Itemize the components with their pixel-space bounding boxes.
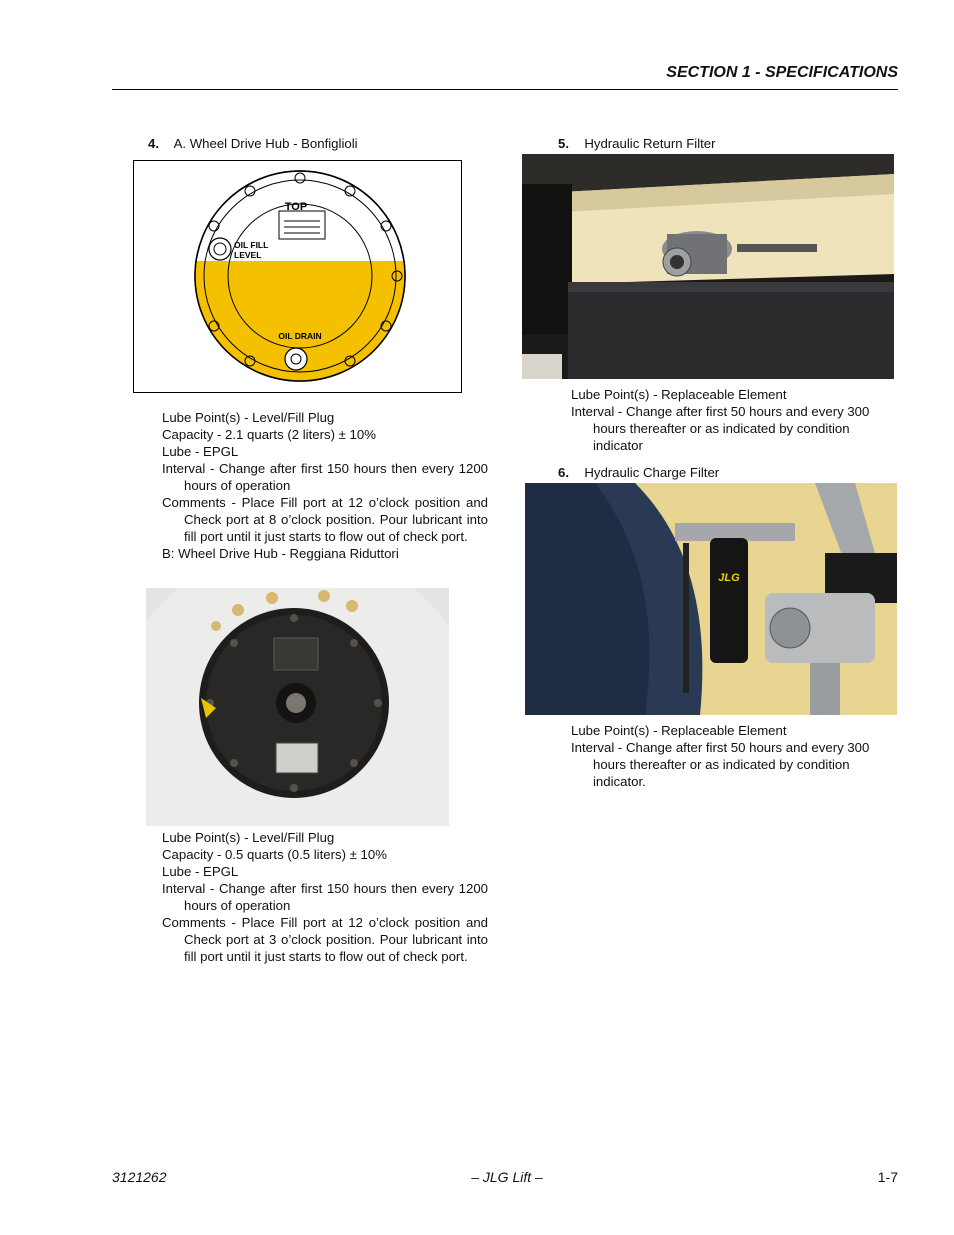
top-label: TOP (284, 201, 308, 213)
item-6-heading (558, 464, 719, 481)
comments: Comments - Place Fill port at 12 o’clock position and Check port at 3 o’clock position. Pour lubricant into fill port until it just starts to flow out of check port. (162, 915, 488, 964)
item-heading: A. Wheel Drive Hub - Bonfiglioli (173, 136, 358, 151)
item-4a-text (162, 409, 488, 562)
capacity: Capacity - 0.5 quarts (0.5 liters) ± 10% (162, 847, 387, 862)
footer-page-number: 1-7 (877, 1169, 898, 1185)
item-4b-text (162, 829, 488, 965)
oil-fill-label: OIL FILL (234, 240, 269, 250)
header-rule (112, 89, 898, 90)
item-4b-heading: B: Wheel Drive Hub - Reggiana Riduttori (162, 546, 399, 561)
item-heading: Hydraulic Charge Filter (584, 465, 720, 480)
oil-drain-label: OIL DRAIN (278, 331, 322, 341)
jlg-filter-logo: JLG (718, 572, 740, 584)
item-number: 5. (558, 136, 569, 151)
interval: Interval - Change after first 150 hours then every 1200 hours of operation (162, 881, 488, 913)
charge-filter-photo (525, 483, 897, 715)
comments: Comments - Place Fill port at 12 o’clock position and Check port at 8 o’clock position. Pour lubricant into fill port until it just starts to flow out of check port. (162, 495, 488, 544)
footer-doc-number: 3121262 (112, 1169, 167, 1185)
item-4-heading (148, 135, 358, 152)
footer-center: – JLG Lift – (471, 1169, 543, 1185)
lube-point: Lube Point(s) - Level/Fill Plug (162, 410, 335, 425)
item-heading: Hydraulic Return Filter (584, 136, 716, 151)
lube-type: Lube - EPGL (162, 444, 239, 459)
lube-type: Lube - EPGL (162, 864, 239, 879)
lube-point: Lube Point(s) - Replaceable Element (571, 723, 787, 738)
item-number: 4. (148, 136, 159, 151)
item-5-text (571, 386, 891, 454)
item-number: 6. (558, 465, 569, 480)
hub-drawing (134, 161, 461, 392)
reggiana-hub-photo (146, 588, 449, 826)
interval: Interval - Change after first 50 hours and every 300 hours thereafter or as indicated by condition indicator. (571, 740, 870, 789)
item-5-heading (558, 135, 716, 152)
lube-point: Lube Point(s) - Level/Fill Plug (162, 830, 335, 845)
interval: Interval - Change after first 50 hours and every 300 hours thereafter or as indicated by condition indicator (571, 404, 870, 453)
level-label: LEVEL (234, 250, 262, 260)
bonfiglioli-hub-diagram (133, 160, 462, 393)
interval: Interval - Change after first 150 hours then every 1200 hours of operation (162, 461, 488, 493)
section-title: SECTION 1 - SPECIFICATIONS (666, 64, 898, 81)
item-6-text (571, 722, 891, 790)
lube-point: Lube Point(s) - Replaceable Element (571, 387, 787, 402)
capacity: Capacity - 2.1 quarts (2 liters) ± 10% (162, 427, 376, 442)
return-filter-photo (522, 154, 894, 379)
